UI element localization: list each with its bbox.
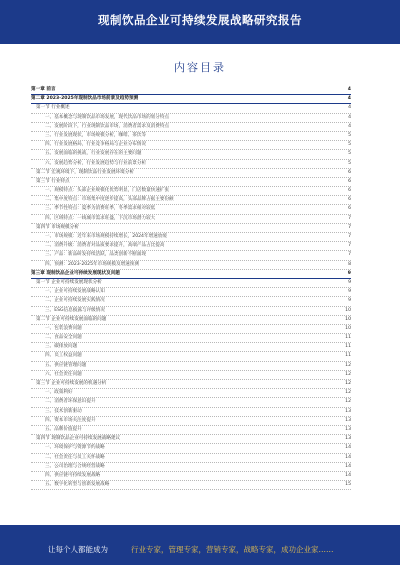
toc-page-number: 9 [346, 297, 351, 305]
toc-page-number: 14 [343, 454, 351, 462]
toc-entry-label: 三、碳排放问题 [45, 344, 78, 350]
toc-entry-label: 三、公司治理与合规经营战略 [45, 463, 105, 469]
toc-item-row[interactable] [31, 205, 351, 214]
toc-page-number: 12 [343, 371, 351, 379]
toc-entry-label: 一、市场规模：近年来市场规模持续增长，2024年增速放缓 [45, 234, 167, 239]
toc-entry-label: 三、季节性特点：夏季为消费旺季，冬季需求相对较低 [45, 206, 156, 212]
toc-page-number: 11 [343, 343, 351, 351]
toc-item-row[interactable] [31, 132, 351, 141]
toc-entry-label: 四、供应链可持续发展战略 [45, 472, 101, 478]
toc-item-row[interactable] [31, 251, 351, 260]
toc-entry-label: 二、食品安全问题 [45, 335, 82, 341]
toc-entry-label: 第一节 行业概述 [36, 105, 70, 111]
toc-page-number: 12 [343, 380, 351, 388]
table-of-contents [31, 86, 351, 490]
toc-item-row[interactable] [31, 408, 351, 417]
toc-entry-label: 二、集中度特点：市场集中度逐步提高，头部品牌占据主要份额 [45, 197, 174, 203]
toc-entry-label: 三、技术创新驱动 [45, 408, 82, 414]
toc-heading: 内容目录 [174, 61, 226, 74]
toc-item-row[interactable] [31, 150, 351, 159]
toc-entry-label: 三、ESG信息披露与评级情况 [45, 307, 105, 313]
toc-page-number: 14 [343, 444, 351, 452]
toc-entry-label: 二、发展阶段下，行业现制饮品市场，消费者需求及消费特点 [45, 123, 170, 129]
toc-entry-label: 二、社会责任与员工关怀战略 [45, 454, 105, 460]
toc-item-row[interactable] [31, 325, 351, 334]
toc-chapter-row[interactable] [31, 95, 351, 104]
toc-page-number: 12 [343, 389, 351, 397]
toc-item-row[interactable] [31, 288, 351, 297]
toc-item-row[interactable] [31, 187, 351, 196]
toc-entry-label: 四、资本市场关注度提升 [45, 417, 96, 423]
toc-section-row[interactable] [31, 224, 351, 233]
toc-entry-label: 一、环境保护与资源节约战略 [45, 445, 105, 451]
toc-page-number: 9 [346, 288, 351, 296]
toc-page-number: 6 [346, 205, 351, 213]
toc-page-number: 13 [343, 408, 351, 416]
toc-entry-label: 二、消费者环保意识提升 [45, 399, 96, 405]
toc-entry-label: 四、行业发展格局，行业竞争格局与企业分布情况 [45, 142, 147, 148]
toc-page-number: 5 [346, 141, 351, 149]
toc-item-row[interactable] [31, 297, 351, 306]
toc-item-row[interactable] [31, 343, 351, 352]
toc-item-row[interactable] [31, 114, 351, 123]
toc-item-row[interactable] [31, 463, 351, 472]
toc-page-number: 4 [346, 123, 351, 131]
toc-entry-label: 第四节 现制饮品企业可持续发展战略建议 [36, 436, 121, 442]
toc-entry-label: 一、政策利好 [45, 390, 73, 396]
footer-banner [0, 525, 400, 565]
toc-page-number: 13 [343, 435, 351, 443]
toc-entry-label: 第二节 企业可持续发展面临的问题 [36, 316, 107, 322]
toc-page-number: 11 [343, 352, 351, 360]
toc-item-row[interactable] [31, 261, 351, 270]
toc-entry-label: 五、供应链管理问题 [45, 362, 87, 368]
toc-section-row[interactable] [31, 435, 351, 444]
toc-item-row[interactable] [31, 196, 351, 205]
footer-tagline: 行业专家，管理专家，营销专家，战略专家，成功企业家…… [131, 545, 334, 554]
toc-entry-label: 四、预测：2023-2025年市场规模及增速预测 [45, 261, 139, 267]
toc-entry-label: 六、社会责任问题 [45, 371, 82, 377]
toc-entry-label: 第一章 前言 [31, 87, 56, 92]
toc-item-row[interactable] [31, 215, 351, 224]
toc-section-row[interactable] [31, 380, 351, 389]
toc-entry-label: 三、行业发展现状，市场规模分析，咖啡、茶饮等 [45, 132, 147, 138]
toc-page-number: 7 [346, 233, 351, 241]
toc-entry-label: 三、产品：新品研发持续活跃，品类创新不断涌现 [45, 252, 147, 258]
toc-item-row[interactable] [31, 389, 351, 398]
toc-item-row[interactable] [31, 242, 351, 251]
toc-item-row[interactable] [31, 141, 351, 150]
toc-page-number: 15 [343, 481, 351, 489]
toc-entry-label: 六、发展趋势分析，行业发展趋势与行业前景分析 [45, 160, 147, 166]
toc-item-row[interactable] [31, 481, 351, 490]
toc-entry-label: 五、品牌价值提升 [45, 426, 82, 432]
toc-page-number: 14 [343, 463, 351, 471]
toc-entry-label: 五、数字化转型与创新发展战略 [45, 482, 110, 488]
toc-entry-label: 一、包装浪费问题 [45, 325, 82, 331]
toc-page-number: 5 [346, 132, 351, 140]
toc-item-row[interactable] [31, 352, 351, 361]
toc-page-number: 7 [346, 242, 351, 250]
toc-page-number: 4 [346, 86, 351, 94]
toc-chapter-row[interactable] [31, 270, 351, 279]
toc-item-row[interactable] [31, 160, 351, 169]
toc-page-number: 9 [346, 279, 351, 287]
toc-entry-label: 第三章 现制饮品企业可持续发展现状及问题 [31, 270, 120, 276]
report-header [0, 0, 400, 44]
toc-entry-label: 第二章 2023-2025年现制饮品市场前景及趋势预测 [31, 96, 139, 102]
toc-entry-label: 二、企业可持续发展实践情况 [45, 298, 105, 304]
toc-page-number: 12 [343, 398, 351, 406]
toc-item-row[interactable] [31, 371, 351, 380]
toc-page-number: 6 [346, 196, 351, 204]
toc-page-number: 4 [346, 114, 351, 122]
toc-chapter-row[interactable] [31, 86, 351, 95]
toc-page-number: 10 [343, 316, 351, 324]
toc-page-number: 12 [343, 362, 351, 370]
toc-page-number: 7 [346, 251, 351, 259]
toc-item-row[interactable] [31, 334, 351, 343]
toc-section-row[interactable] [31, 279, 351, 288]
toc-page-number: 13 [343, 426, 351, 434]
toc-page-number: 11 [343, 334, 351, 342]
toc-page-number: 4 [346, 95, 351, 103]
report-title: 现制饮品企业可持续发展战略研究报告 [98, 13, 302, 27]
toc-page-number: 8 [346, 261, 351, 269]
toc-page-number: 6 [346, 178, 351, 186]
toc-section-row[interactable] [31, 316, 351, 325]
toc-entry-label: 第四节 市场规模分析 [36, 224, 79, 230]
toc-page-number: 5 [346, 150, 351, 158]
toc-page-number: 7 [346, 215, 351, 223]
toc-page-number: 13 [343, 417, 351, 425]
toc-item-row[interactable] [31, 444, 351, 453]
toc-item-row[interactable] [31, 426, 351, 435]
toc-page-number: 7 [346, 224, 351, 232]
toc-item-row[interactable] [31, 123, 351, 132]
toc-page-number: 9 [346, 270, 351, 278]
toc-entry-label: 四、区域特点：一线城市需求旺盛，下沉市场潜力较大 [45, 215, 156, 221]
toc-entry-label: 一、规模特点：头部企业规模化优势明显，门店数量快速扩张 [45, 188, 170, 194]
toc-item-row[interactable] [31, 398, 351, 407]
toc-section-row[interactable] [31, 169, 351, 178]
toc-item-row[interactable] [31, 454, 351, 463]
toc-section-row[interactable] [31, 178, 351, 187]
toc-section-row[interactable] [31, 104, 351, 113]
toc-entry-label: 第三节 企业可持续发展的机遇分析 [36, 381, 107, 386]
toc-page-number: 14 [343, 472, 351, 480]
toc-item-row[interactable] [31, 307, 351, 316]
toc-page-number: 10 [343, 325, 351, 333]
toc-item-row[interactable] [31, 472, 351, 481]
toc-entry-label: 第一节 企业可持续发展现状分析 [36, 279, 102, 285]
toc-entry-label: 二、消费升级：消费者对品质要求提升，高端产品占比提高 [45, 243, 165, 249]
toc-entry-label: 五、发展面临的挑战，行业发展存在的主要问题 [45, 151, 142, 157]
toc-entry-label: 一、企业可持续发展战略认知 [45, 289, 105, 295]
toc-item-row[interactable] [31, 362, 351, 371]
toc-page-number: 4 [346, 104, 351, 112]
footer-slogan: 让每个人都能成为 [48, 545, 108, 554]
toc-page-number: 6 [346, 187, 351, 195]
toc-page-number: 10 [343, 307, 351, 315]
toc-entry-label: 一、基本概念与现制饮品市场发展，现代饮品市场的划分特点 [45, 114, 170, 120]
toc-entry-label: 四、员工权益问题 [45, 353, 82, 359]
toc-entry-label: 第三节 行业特点 [36, 178, 70, 184]
toc-entry-label: 第二节 宏观环境下，现制饮品行业发展环境分析 [36, 169, 134, 175]
toc-item-row[interactable] [31, 233, 351, 242]
toc-item-row[interactable] [31, 417, 351, 426]
toc-page-number: 5 [346, 160, 351, 168]
toc-page-number: 6 [346, 169, 351, 177]
